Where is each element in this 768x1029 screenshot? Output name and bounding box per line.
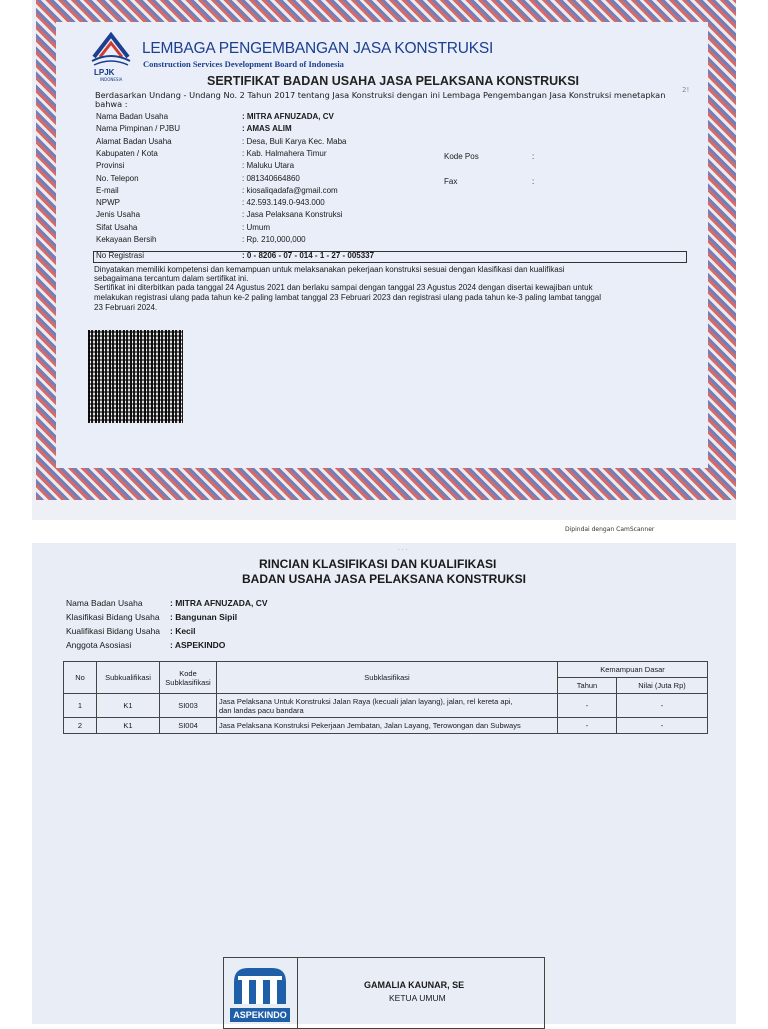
statement-text: Sertifikat ini diterbitkan pada tanggal 24 Agustus 2021 dan berlaku sampai dengan tanggal 23 Agustus 2024 dengan disertai kewajiban untuk [94,283,593,292]
field-label: Provinsi [96,161,125,170]
header-kode: Kode Subklasifikasi [160,662,217,694]
field-value: : 42.593.149.0-943.000 [242,198,325,207]
cell-kode: SI004 [160,718,217,734]
field-label: Nama Pimpinan / PJBU [96,124,181,133]
detail-value: : Kecil [170,626,196,636]
certificate-title: SERTIFIKAT BADAN USAHA JASA PELAKSANA KONSTRUKSI [207,74,580,88]
field-value: : Jasa Pelaksana Konstruksi [242,210,343,219]
registration-label: No Registrasi [96,251,145,260]
certificate-page [32,0,736,520]
detail-label: Klasifikasi Bidang Usaha [66,612,160,622]
divider [297,958,298,1028]
intro-text: bahwa : [95,99,128,109]
signer-name: GAMALIA KAUNAR, SE [364,980,465,990]
field-value: : kiosaliqadafa@gmail.com [242,186,338,195]
detail-label: Kualifikasi Bidang Usaha [66,626,161,636]
field-label: Kekayaan Bersih [96,235,157,244]
details-page [32,543,736,1024]
detail-value: : Bangunan Sipil [170,612,238,622]
cell-nilai: - [617,694,708,718]
field-value: : Maluku Utara [242,161,295,170]
header-subklasifikasi: Subklasifikasi [217,662,558,694]
detail-value: : MITRA AFNUZADA, CV [170,598,268,608]
field-label: Sifat Usaha [96,223,138,232]
signature-box [223,957,545,1029]
table-row [64,694,708,718]
org-name-english: Construction Services Development Board of Indonesia [143,59,344,69]
signer-role: KETUA UMUM [389,993,446,1003]
field-value: : Rp. 210,000,000 [242,235,306,244]
fax-value: : [532,177,535,186]
field-label: Nama Badan Usaha [96,112,169,121]
field-label: No. Telepon [96,174,139,183]
field-value: : MITRA AFNUZADA, CV [242,112,334,121]
field-label: Kabupaten / Kota [96,149,158,158]
header-tahun: Tahun [558,678,617,694]
details-subtitle: BADAN USAHA JASA PELAKSANA KONSTRUKSI [242,572,527,586]
field-value: : AMAS ALIM [242,124,292,133]
statement-text: sebagaimana tercantum dalam sertifikat ini. [94,274,249,283]
cell-kode: SI003 [160,694,217,718]
corner-mark: 2! [682,86,690,94]
aspekindo-logo-icon [230,964,290,1022]
logo-text: LPJK [94,68,115,77]
fax-label: Fax [444,177,458,186]
detail-label: Anggota Asosiasi [66,640,132,650]
field-label: E-mail [96,186,119,195]
scan-artifact: · · · [398,547,408,554]
cell-subklasifikasi: Jasa Pelaksana Konstruksi Pekerjaan Jembatan, Jalan Layang, Terowongan dan Subways [217,718,558,734]
cell-nilai: - [617,718,708,734]
cell-tahun: - [558,694,617,718]
statement-text: 23 Februari 2024. [94,303,158,312]
field-label: Alamat Badan Usaha [96,137,172,146]
registration-box [93,251,687,263]
statement-text: melakukan registrasi ulang pada tahun ke-2 paling lambat tanggal 23 Februari 2023 dan registrasi ulang pada tahun ke-3 paling lambat tanggal [94,293,602,302]
scan-watermark: Dipindai dengan CamScanner [565,526,655,533]
detail-value: : ASPEKINDO [170,640,226,650]
details-title: RINCIAN KLASIFIKASI DAN KUALIFIKASI [259,557,497,571]
qr-code-icon [88,330,183,423]
logo-subtext: INDONESIA [100,77,123,82]
registration-number: : 0 - 8206 - 07 - 014 - 1 - 27 - 005337 [242,251,375,260]
cell-subkualifikasi: K1 [97,718,160,734]
subklasifikasi-line: dan landas pacu bandara [219,705,304,715]
lpjk-logo-icon [90,27,132,71]
logo-label: ASPEKINDO [233,1010,287,1020]
cell-tahun: - [558,718,617,734]
header-nilai: Nilai (Juta Rp) [617,678,708,694]
header-subkualifikasi: Subkualifikasi [97,662,160,694]
cell-no: 2 [64,718,97,734]
cell-no: 1 [64,694,97,718]
field-value: : 081340664860 [242,174,300,183]
statement-text: Dinyatakan memiliki kompetensi dan kemampuan untuk melaksanakan pekerjaan konstruksi sesuai dengan klasifikasi dan kualifikasi [94,265,565,274]
intro-text: Berdasarkan Undang - Undang No. 2 Tahun 2017 tentang Jasa Konstruksi dengan ini Lembaga Pengembangan Jasa Konstruksi menetapkan [95,90,666,100]
cell-subkualifikasi: K1 [97,694,160,718]
classification-table [63,661,708,734]
subklasifikasi-line: Jasa Pelaksana Untuk Konstruksi Jalan Raya (kecuali jalan layang), jalan, rel kereta api, [219,696,513,706]
field-label: NPWP [96,198,120,207]
header-kemampuan: Kemampuan Dasar [558,662,708,678]
header-no: No [64,662,97,694]
field-label: Jenis Usaha [96,210,141,219]
kode-pos-value: : [532,152,535,161]
field-value: : Desa, Buli Karya Kec. Maba [242,137,347,146]
field-value: : Umum [242,223,270,232]
detail-label: Nama Badan Usaha [66,598,143,608]
org-name: LEMBAGA PENGEMBANGAN JASA KONSTRUKSI [142,40,494,57]
field-value: : Kab. Halmahera Timur [242,149,327,158]
kode-pos-label: Kode Pos [444,152,479,161]
cell-subklasifikasi [217,694,558,718]
table-row [64,718,708,734]
